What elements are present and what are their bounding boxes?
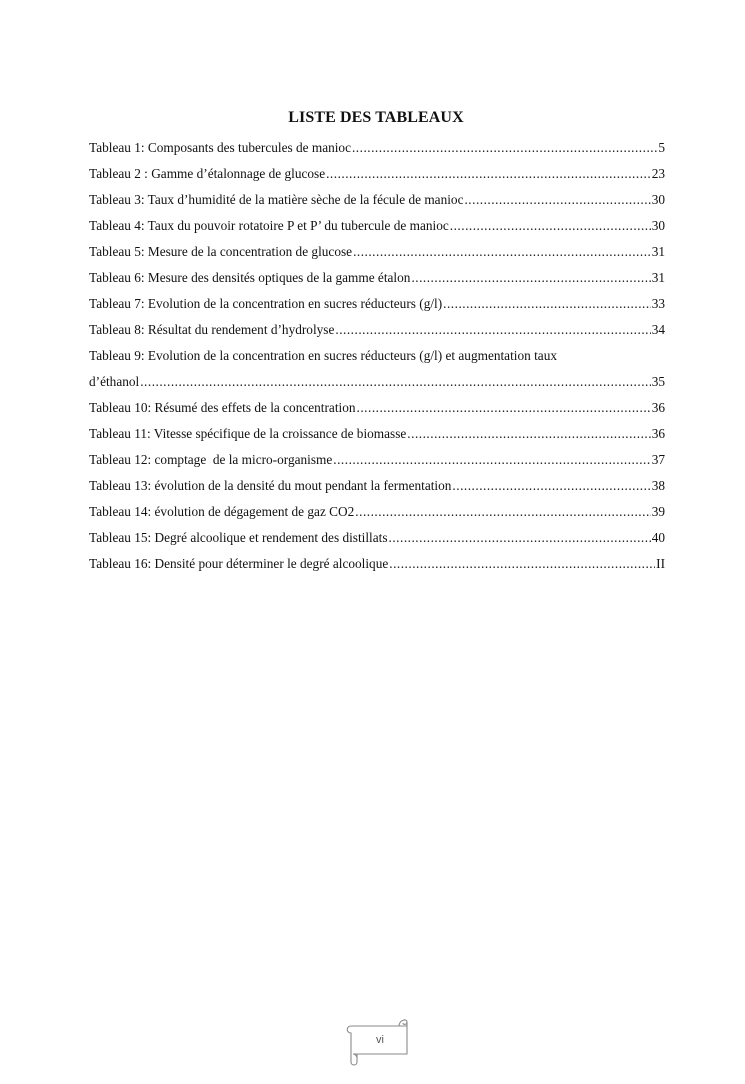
toc-entry-page: 30 xyxy=(651,218,665,233)
toc-entry-label-line1[interactable]: Tableau 9: Evolution de la concentration en sucres réducteurs (g/l) et augmentation taux xyxy=(89,348,557,363)
leader-dots xyxy=(452,476,650,495)
toc-entry[interactable] xyxy=(89,138,665,164)
toc-entry[interactable] xyxy=(89,398,665,424)
toc-entry-page: 36 xyxy=(651,426,665,441)
toc-entry[interactable] xyxy=(89,554,665,580)
toc-entry-page: 31 xyxy=(651,270,665,285)
leader-dots xyxy=(389,554,655,573)
toc-entry[interactable] xyxy=(89,268,665,294)
leader-dots xyxy=(411,268,650,287)
toc-entry-label: Tableau 8: Résultat du rendement d’hydrolyse xyxy=(89,322,335,337)
toc-entry-page: 33 xyxy=(651,296,665,311)
toc-entry[interactable] xyxy=(89,502,665,528)
toc-entry[interactable] xyxy=(89,164,665,190)
toc-entry[interactable] xyxy=(89,528,665,554)
toc-entry-label: Tableau 13: évolution de la densité du mout pendant la fermentation xyxy=(89,478,452,493)
leader-dots xyxy=(326,164,651,183)
toc-entry[interactable] xyxy=(89,242,665,268)
toc-entry-page: 37 xyxy=(651,452,665,467)
table-list xyxy=(89,138,665,580)
toc-entry-page: 39 xyxy=(651,504,665,519)
leader-dots xyxy=(140,372,650,391)
leader-dots xyxy=(335,320,650,339)
leader-dots xyxy=(389,528,651,547)
toc-entry-label: Tableau 3: Taux d’humidité de la matière sèche de la fécule de manioc xyxy=(89,192,464,207)
toc-entry-label: Tableau 12: comptage de la micro-organisme xyxy=(89,452,333,467)
leader-dots xyxy=(353,242,651,261)
toc-entry[interactable] xyxy=(89,320,665,346)
toc-entry[interactable] xyxy=(89,190,665,216)
leader-dots xyxy=(355,502,650,521)
toc-entry-page: 31 xyxy=(651,244,665,259)
toc-entry-page: 23 xyxy=(651,166,665,181)
toc-entry-label: Tableau 4: Taux du pouvoir rotatoire P et P’ du tubercule de manioc xyxy=(89,218,449,233)
toc-entry[interactable] xyxy=(89,424,665,450)
toc-entry-page: 38 xyxy=(651,478,665,493)
toc-entry-page: 34 xyxy=(651,322,665,337)
toc-entry[interactable] xyxy=(89,216,665,242)
page-title: LISTE DES TABLEAUX xyxy=(288,109,464,126)
leader-dots xyxy=(352,138,657,157)
toc-entry[interactable] xyxy=(89,450,665,476)
leader-dots xyxy=(407,424,650,443)
toc-entry[interactable] xyxy=(89,476,665,502)
toc-entry-page: 36 xyxy=(651,400,665,415)
toc-entry-page: 30 xyxy=(651,192,665,207)
toc-entry-label: Tableau 1: Composants des tubercules de manioc xyxy=(89,140,351,155)
toc-entry[interactable] xyxy=(89,372,665,398)
toc-entry-label: Tableau 5: Mesure de la concentration de glucose xyxy=(89,244,353,259)
toc-entry-label: Tableau 11: Vitesse spécifique de la croissance de biomasse xyxy=(89,426,407,441)
toc-entry-page: 5 xyxy=(658,140,665,155)
toc-entry-label: Tableau 16: Densité pour déterminer le degré alcoolique xyxy=(89,556,389,571)
toc-entry-label: Tableau 10: Résumé des effets de la concentration xyxy=(89,400,356,415)
toc-entry-page: II xyxy=(656,556,665,571)
leader-dots xyxy=(357,398,651,417)
toc-entry-label: Tableau 6: Mesure des densités optiques de la gamme étalon xyxy=(89,270,411,285)
toc-entry[interactable] xyxy=(89,294,665,320)
page-number: vi xyxy=(376,1034,384,1046)
leader-dots xyxy=(333,450,650,469)
leader-dots xyxy=(450,216,651,235)
leader-dots xyxy=(443,294,651,313)
leader-dots xyxy=(464,190,650,209)
toc-entry-page: 35 xyxy=(651,374,665,389)
toc-entry-page: 40 xyxy=(651,530,665,545)
toc-entry-label: Tableau 2 : Gamme d’étalonnage de glucose xyxy=(89,166,326,181)
toc-entry-label: d’éthanol xyxy=(89,374,140,389)
toc-entry-label: Tableau 7: Evolution de la concentration en sucres réducteurs (g/l) xyxy=(89,296,443,311)
toc-entry-label: Tableau 15: Degré alcoolique et rendement des distillats xyxy=(89,530,388,545)
toc-entry-label: Tableau 14: évolution de dégagement de gaz CO2 xyxy=(89,504,355,519)
